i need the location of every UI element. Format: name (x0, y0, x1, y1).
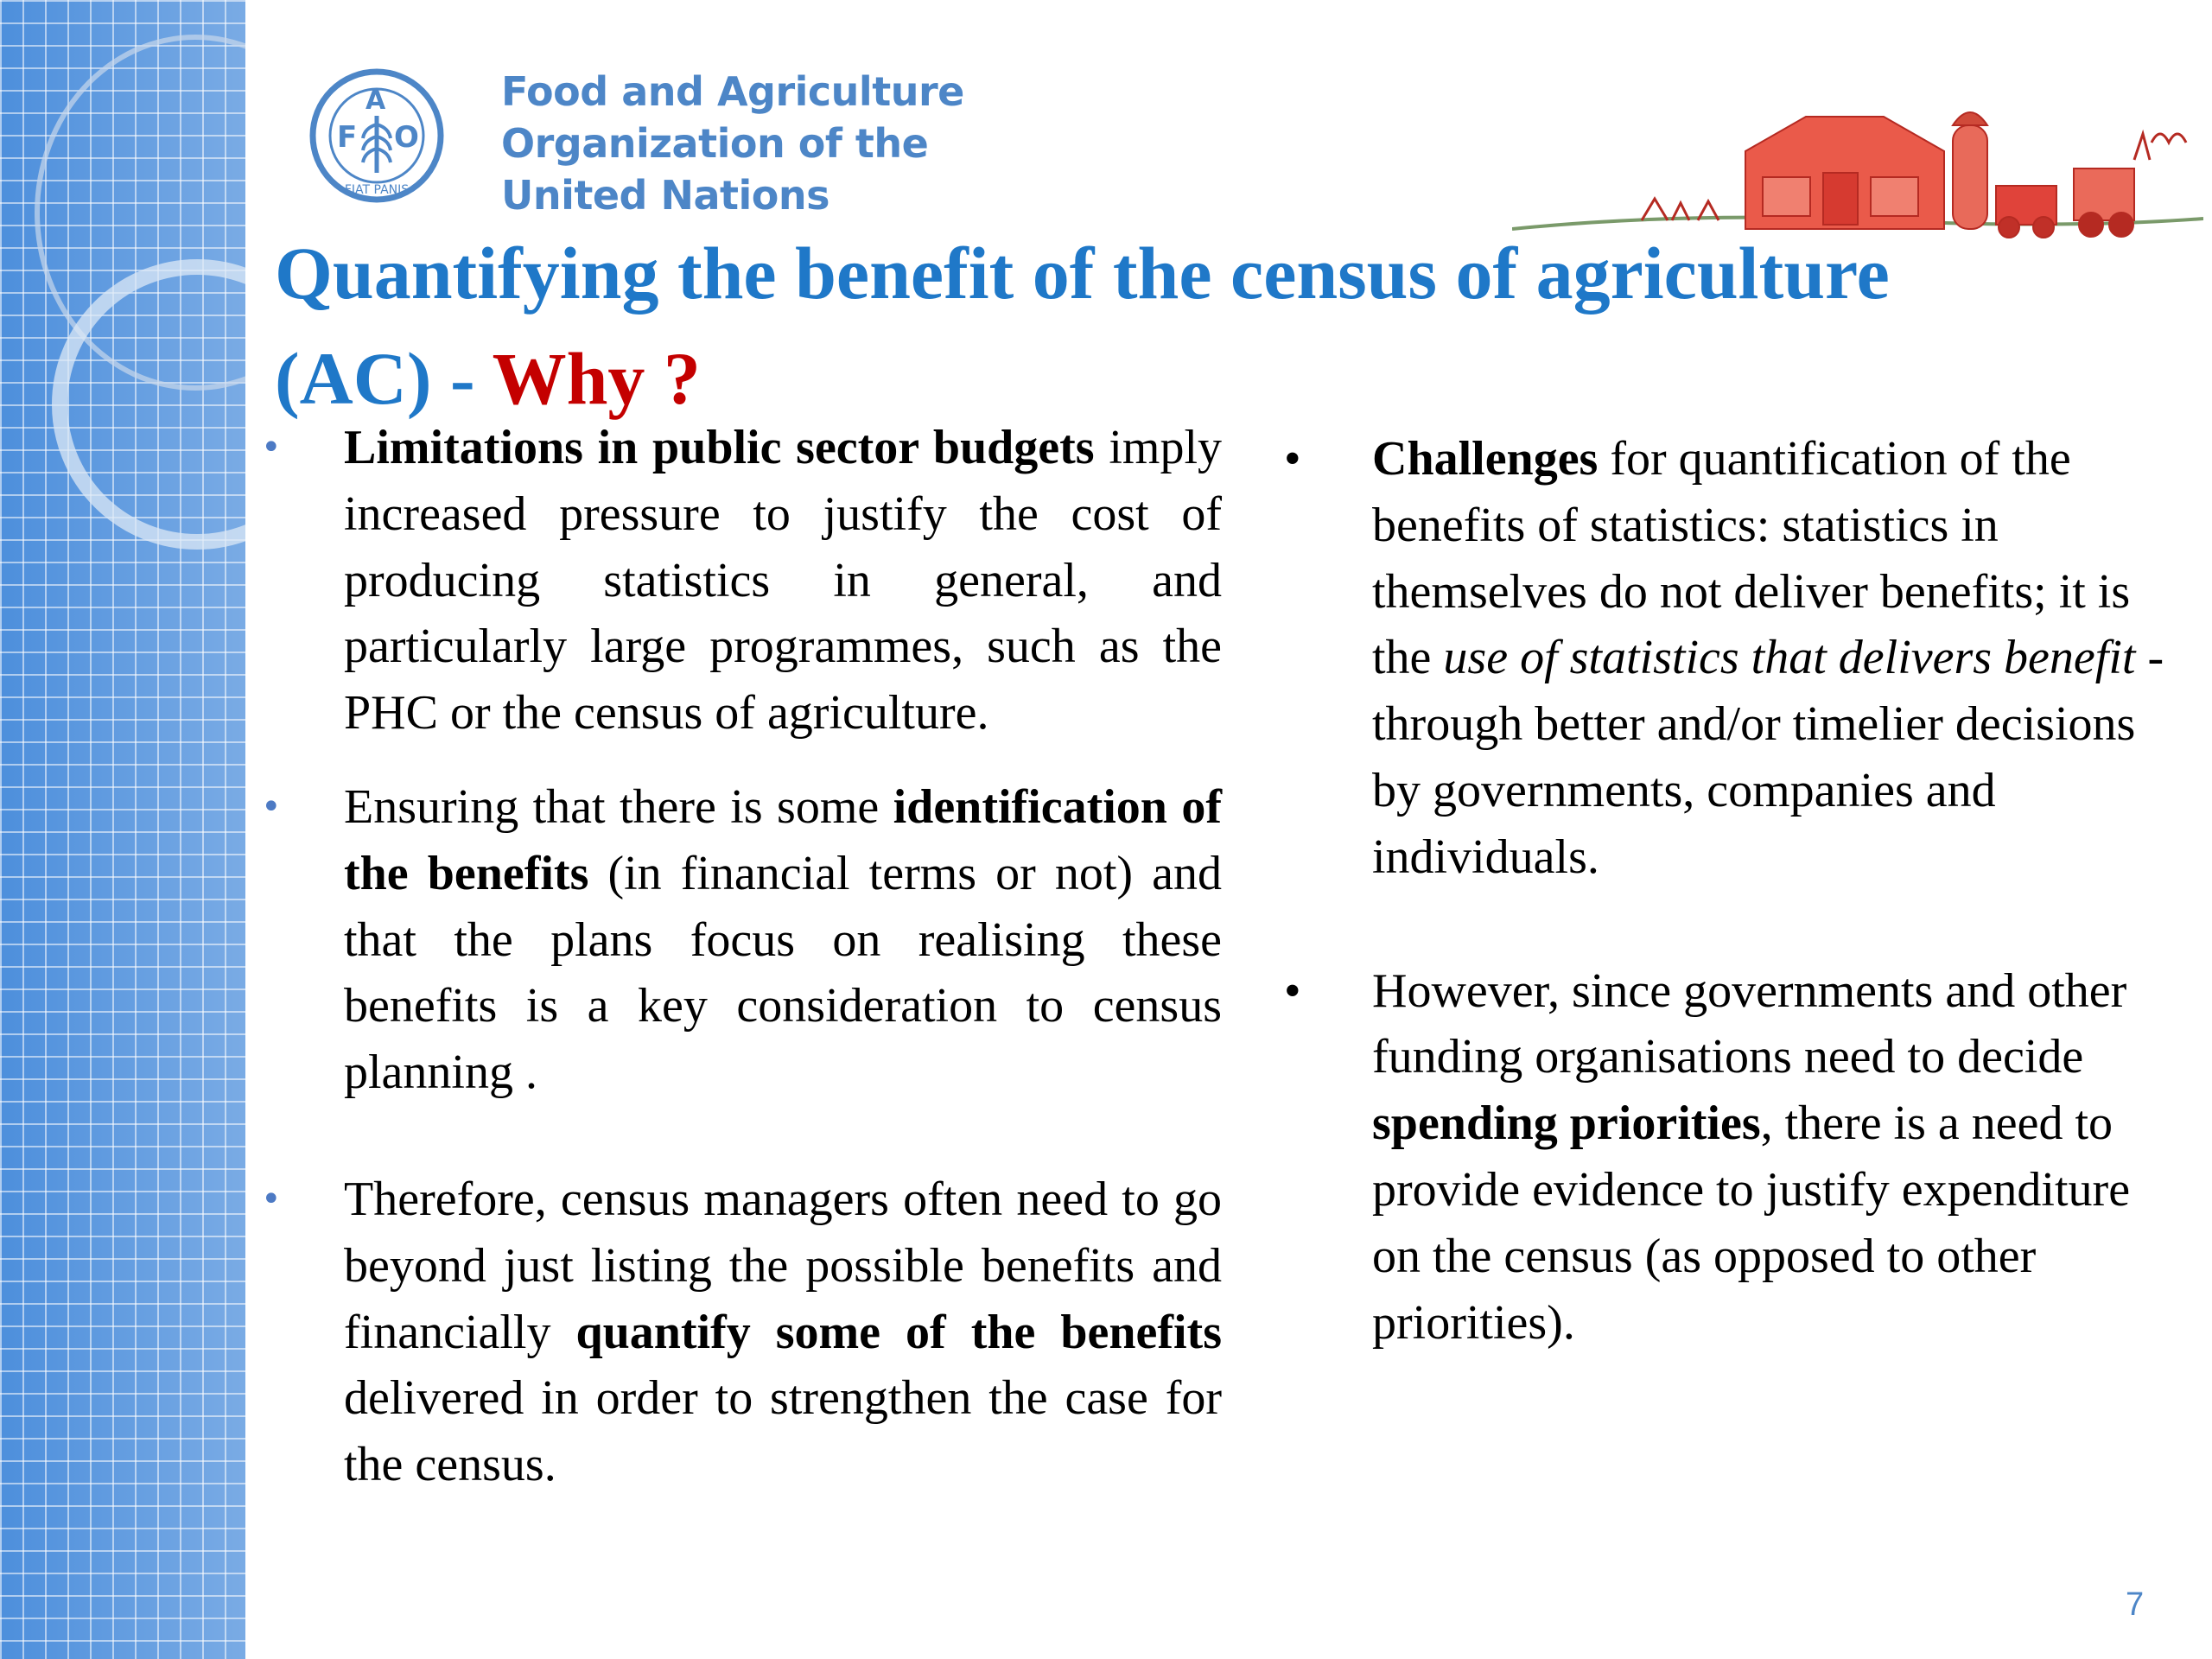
organization-name-line: United Nations (501, 172, 830, 219)
bullet-text: - through better and/or timelier decisions by governments, companies and individuals. (1372, 631, 2164, 884)
bullet-item (261, 774, 1222, 1106)
bullet-marker: • (1284, 963, 1301, 1018)
left-bullet-list (261, 415, 1222, 1498)
farm-illustration-icon (1512, 91, 2203, 242)
bullet-text: Therefore, census managers often need to go beyond just listing the possible benefits and financially (344, 1172, 1222, 1359)
svg-text:O: O (394, 120, 419, 155)
bullet-marker: • (261, 1179, 282, 1219)
slide-title-why: Why ? (492, 337, 701, 420)
bullet-item (1284, 958, 2184, 1357)
slide-title-prefix: (AC) - (275, 337, 493, 420)
right-bullet-list (1284, 426, 2184, 1356)
bullet-text: (in financial terms or not) and that the plans focus on realising these benefits is a key consideration to census planning . (344, 846, 1222, 1100)
organization-name (501, 66, 964, 221)
slide-title (275, 220, 2193, 431)
bullet-item (261, 415, 1222, 747)
fao-logo-icon (308, 54, 446, 218)
bullet-text: Ensuring that there is some (344, 779, 893, 834)
page-number: 7 (2126, 1586, 2145, 1623)
svg-text:F: F (337, 120, 358, 155)
svg-text:A: A (365, 86, 386, 116)
bullet-bold-text: Limitations in public sector budgets (344, 421, 1095, 474)
bullet-marker: • (261, 428, 282, 467)
bullet-bold-text: quantify some of the benefits (575, 1305, 1222, 1359)
bullet-text: However, since governments and other funding organisations need to decide (1372, 963, 2127, 1084)
bullet-bold-text: spending priorities (1372, 1096, 1761, 1151)
organization-name-line: Organization of the (501, 120, 929, 167)
bullet-bold-text: identification of the benefits (344, 779, 1222, 900)
bullet-marker: • (1284, 432, 1301, 486)
bullet-item (261, 1166, 1222, 1498)
bullet-item (1284, 426, 2184, 891)
bullet-text: , there is a need to provide evidence to justify expenditure on the census (as opposed to other priorities). (1372, 1096, 2131, 1350)
bullet-bold-text: Challenges (1372, 432, 1599, 486)
bullet-text: imply increased pressure to justify the cost of producing statistics in general, and particularly large programmes, such as the PHC or the census of agriculture. (344, 421, 1222, 741)
organization-name-line: Food and Agriculture (501, 68, 964, 115)
slide-title-line1: Quantifying the benefit of the census of agriculture (275, 232, 1890, 315)
bullet-marker: • (261, 786, 282, 827)
bullet-italic-text: use of statistics that delivers benefit (1443, 631, 2136, 685)
svg-text:FIAT PANIS: FIAT PANIS (344, 183, 410, 197)
bullet-text: for quantification of the benefits of statistics: statistics in themselves do not deliver benefits; it is the (1372, 432, 2131, 685)
bullet-text: delivered in order to strengthen the case for the census. (344, 1371, 1222, 1492)
decorative-sidebar (0, 0, 245, 1659)
